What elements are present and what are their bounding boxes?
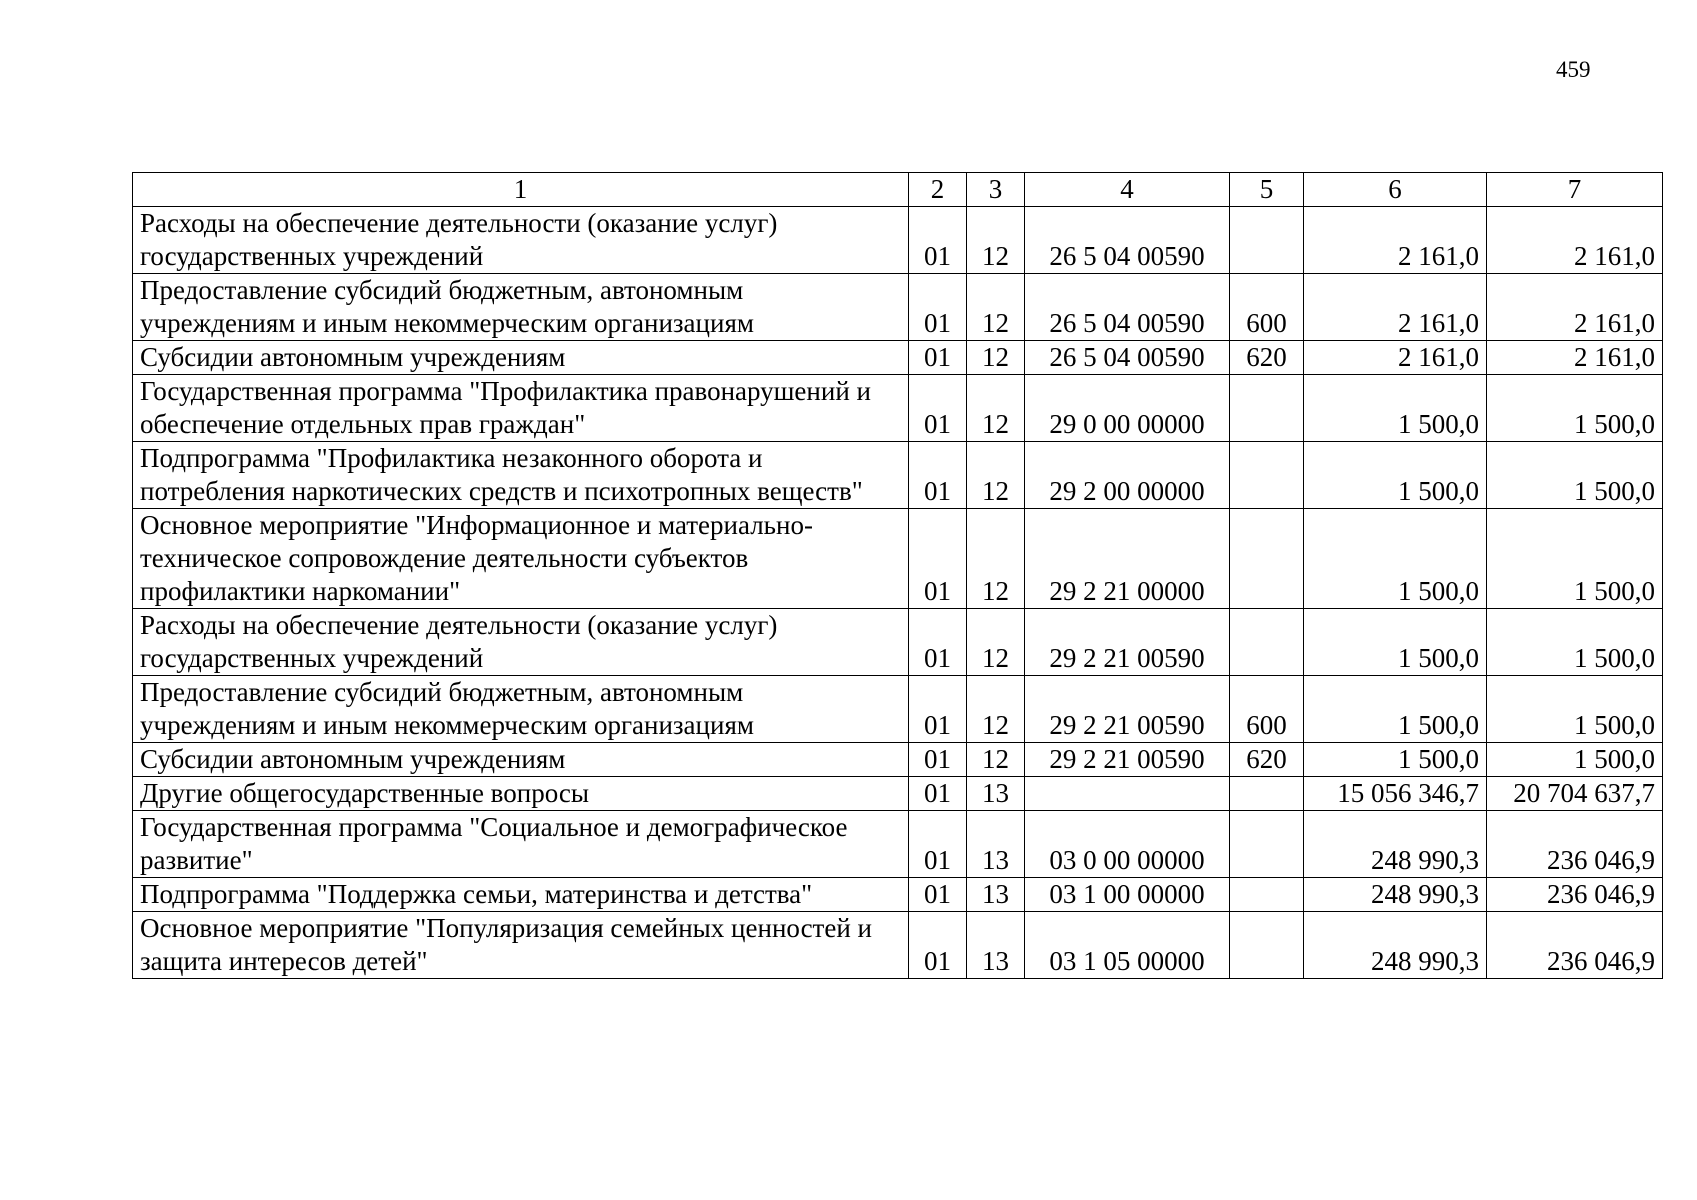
- row-section: 01: [909, 609, 967, 676]
- row-amount-col6: 15 056 346,7: [1304, 777, 1487, 811]
- table-row: [133, 509, 1663, 609]
- row-amount-col6: 1 500,0: [1304, 676, 1487, 743]
- row-section: 01: [909, 442, 967, 509]
- row-name: Расходы на обеспечение деятельности (оказание услуг) государственных учреждений: [133, 609, 909, 676]
- row-amount-col7: 20 704 637,7: [1487, 777, 1663, 811]
- row-target-code: 29 2 00 00000: [1025, 442, 1230, 509]
- row-target-code: 29 2 21 00590: [1025, 743, 1230, 777]
- row-amount-col7: 2 161,0: [1487, 207, 1663, 274]
- row-section: 01: [909, 777, 967, 811]
- row-amount-col7: 2 161,0: [1487, 274, 1663, 341]
- row-target-code: 26 5 04 00590: [1025, 341, 1230, 375]
- row-amount-col6: 248 990,3: [1304, 912, 1487, 979]
- row-expense-type: [1230, 609, 1304, 676]
- table-row: [133, 609, 1663, 676]
- row-name: Основное мероприятие "Информационное и материально-техническое сопровождение деятельности субъектов профилактики наркомании": [133, 509, 909, 609]
- row-amount-col6: 1 500,0: [1304, 375, 1487, 442]
- row-expense-type: [1230, 509, 1304, 609]
- row-target-code: 03 0 00 00000: [1025, 811, 1230, 878]
- row-name: Субсидии автономным учреждениям: [133, 341, 909, 375]
- row-section: 01: [909, 274, 967, 341]
- row-expense-type: [1230, 777, 1304, 811]
- row-subsection: 12: [967, 207, 1025, 274]
- row-target-code: 03 1 00 00000: [1025, 878, 1230, 912]
- row-section: 01: [909, 811, 967, 878]
- row-name: Подпрограмма "Поддержка семьи, материнства и детства": [133, 878, 909, 912]
- page-number: 459: [1556, 57, 1591, 82]
- row-name: Основное мероприятие "Популяризация семейных ценностей и защита интересов детей": [133, 912, 909, 979]
- row-name: Государственная программа "Социальное и демографическое развитие": [133, 811, 909, 878]
- row-amount-col6: 1 500,0: [1304, 442, 1487, 509]
- row-section: 01: [909, 375, 967, 442]
- row-expense-type: 600: [1230, 676, 1304, 743]
- row-subsection: 12: [967, 743, 1025, 777]
- row-name: Предоставление субсидий бюджетным, автономным учреждениям и иным некоммерческим организациям: [133, 274, 909, 341]
- header-row: [133, 173, 1663, 207]
- row-amount-col6: 1 500,0: [1304, 743, 1487, 777]
- budget-table: [132, 172, 1663, 979]
- row-section: 01: [909, 743, 967, 777]
- row-amount-col7: 1 500,0: [1487, 442, 1663, 509]
- row-amount-col6: 2 161,0: [1304, 274, 1487, 341]
- row-expense-type: [1230, 811, 1304, 878]
- row-subsection: 13: [967, 811, 1025, 878]
- row-amount-col6: 248 990,3: [1304, 878, 1487, 912]
- row-amount-col7: 236 046,9: [1487, 878, 1663, 912]
- row-subsection: 12: [967, 676, 1025, 743]
- table-row: [133, 274, 1663, 341]
- row-amount-col6: 1 500,0: [1304, 609, 1487, 676]
- row-subsection: 12: [967, 341, 1025, 375]
- row-amount-col7: 236 046,9: [1487, 811, 1663, 878]
- row-target-code: 03 1 05 00000: [1025, 912, 1230, 979]
- row-subsection: 12: [967, 609, 1025, 676]
- column-header-4: 4: [1025, 173, 1230, 207]
- column-header-7: 7: [1487, 173, 1663, 207]
- row-expense-type: 620: [1230, 341, 1304, 375]
- row-subsection: 12: [967, 509, 1025, 609]
- row-subsection: 12: [967, 375, 1025, 442]
- row-name: Подпрограмма "Профилактика незаконного оборота и потребления наркотических средств и психотропных веществ": [133, 442, 909, 509]
- table-row: [133, 878, 1663, 912]
- column-header-6: 6: [1304, 173, 1487, 207]
- row-name: Субсидии автономным учреждениям: [133, 743, 909, 777]
- row-subsection: 12: [967, 442, 1025, 509]
- row-subsection: 13: [967, 912, 1025, 979]
- row-amount-col7: 2 161,0: [1487, 341, 1663, 375]
- row-subsection: 13: [967, 878, 1025, 912]
- row-target-code: 29 2 21 00590: [1025, 609, 1230, 676]
- row-expense-type: [1230, 375, 1304, 442]
- row-target-code: 26 5 04 00590: [1025, 207, 1230, 274]
- row-expense-type: [1230, 207, 1304, 274]
- row-amount-col7: 1 500,0: [1487, 509, 1663, 609]
- column-header-2: 2: [909, 173, 967, 207]
- row-amount-col6: 2 161,0: [1304, 207, 1487, 274]
- row-target-code: 29 2 21 00000: [1025, 509, 1230, 609]
- row-target-code: [1025, 777, 1230, 811]
- row-section: 01: [909, 912, 967, 979]
- table-row: [133, 341, 1663, 375]
- row-section: 01: [909, 509, 967, 609]
- row-target-code: 29 0 00 00000: [1025, 375, 1230, 442]
- table-row: [133, 743, 1663, 777]
- row-section: 01: [909, 341, 967, 375]
- table-row: [133, 777, 1663, 811]
- row-expense-type: 620: [1230, 743, 1304, 777]
- row-amount-col7: 1 500,0: [1487, 743, 1663, 777]
- row-section: 01: [909, 878, 967, 912]
- row-section: 01: [909, 207, 967, 274]
- row-name: Государственная программа "Профилактика правонарушений и обеспечение отдельных прав граждан": [133, 375, 909, 442]
- row-section: 01: [909, 676, 967, 743]
- row-amount-col7: 1 500,0: [1487, 375, 1663, 442]
- row-expense-type: 600: [1230, 274, 1304, 341]
- table-row: [133, 811, 1663, 878]
- row-target-code: 29 2 21 00590: [1025, 676, 1230, 743]
- table-row: [133, 442, 1663, 509]
- row-amount-col7: 1 500,0: [1487, 676, 1663, 743]
- row-subsection: 12: [967, 274, 1025, 341]
- row-amount-col6: 2 161,0: [1304, 341, 1487, 375]
- row-expense-type: [1230, 912, 1304, 979]
- table-row: [133, 375, 1663, 442]
- row-expense-type: [1230, 878, 1304, 912]
- column-header-1: 1: [133, 173, 909, 207]
- row-amount-col6: 1 500,0: [1304, 509, 1487, 609]
- table-row: [133, 676, 1663, 743]
- row-amount-col6: 248 990,3: [1304, 811, 1487, 878]
- row-subsection: 13: [967, 777, 1025, 811]
- row-amount-col7: 236 046,9: [1487, 912, 1663, 979]
- row-amount-col7: 1 500,0: [1487, 609, 1663, 676]
- table-row: [133, 912, 1663, 979]
- row-name: Расходы на обеспечение деятельности (оказание услуг) государственных учреждений: [133, 207, 909, 274]
- table-row: [133, 207, 1663, 274]
- row-name: Другие общегосударственные вопросы: [133, 777, 909, 811]
- column-header-5: 5: [1230, 173, 1304, 207]
- column-header-3: 3: [967, 173, 1025, 207]
- row-target-code: 26 5 04 00590: [1025, 274, 1230, 341]
- row-expense-type: [1230, 442, 1304, 509]
- row-name: Предоставление субсидий бюджетным, автономным учреждениям и иным некоммерческим организациям: [133, 676, 909, 743]
